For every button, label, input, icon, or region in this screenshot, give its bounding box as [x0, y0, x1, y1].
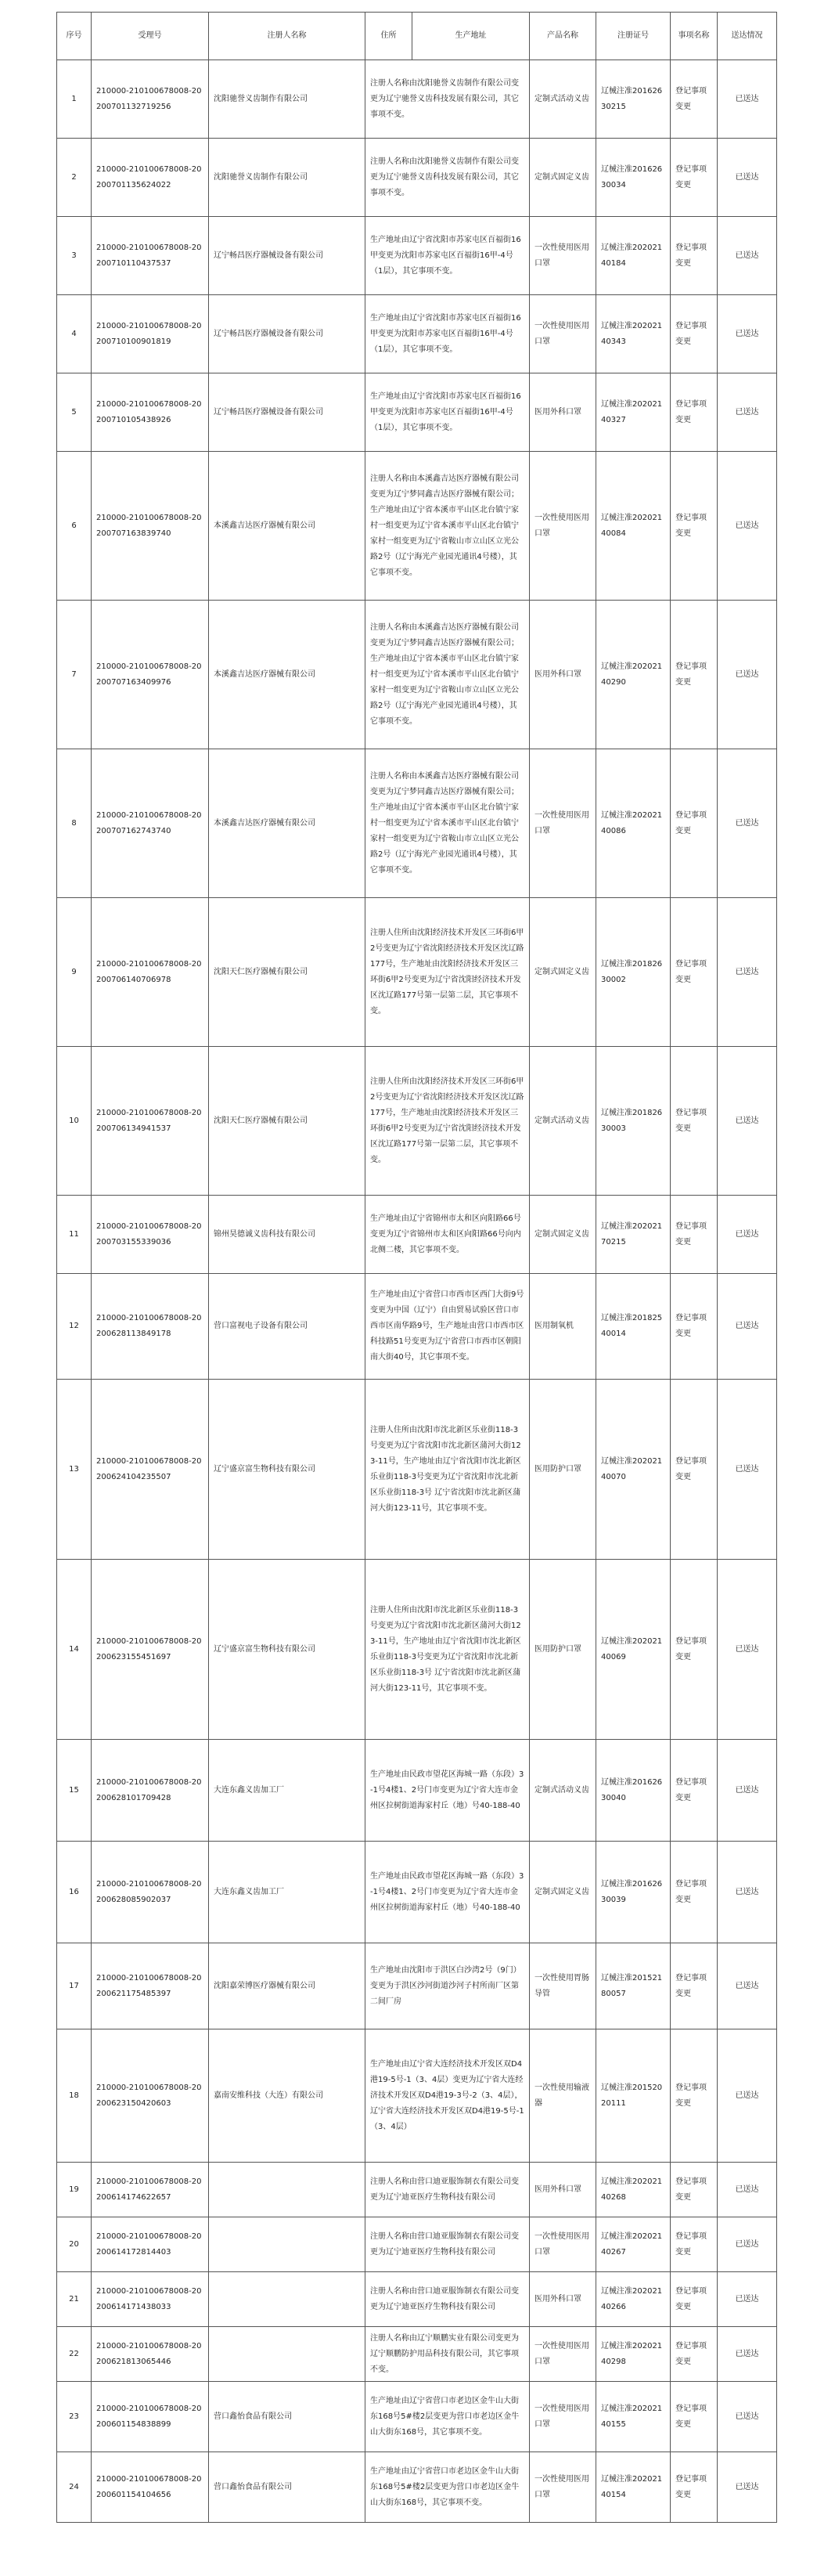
row-status: 已送达 [718, 373, 777, 452]
row-cert: 辽械注准20182540014 [596, 1274, 671, 1380]
row-cert: 辽械注准20182630003 [596, 1047, 671, 1196]
row-item: 登记事项变更 [671, 2029, 718, 2163]
row-status: 已送达 [718, 749, 777, 898]
row-cert: 辽械注准20202140268 [596, 2163, 671, 2217]
row-change-detail: 生产地址由辽宁省大连经济技术开发区双D4港19-5号-1（3、4层）变更为辽宁省大连经济技术开发区双D4港19-3号-2（3、4层），辽宁省大连经济技术开发区双D4港19-5号-1（3、4层） [365, 2029, 530, 2163]
row-product: 一次性使用医用口罩 [530, 749, 596, 898]
row-accept-no: 210000-210100678008-20200710110437537 [92, 217, 209, 295]
row-change-detail: 注册人住所由沈阳经济技术开发区三环街6甲2号变更为辽宁省沈阳经济技术开发区沈辽路177号，生产地址由沈阳经济技术开发区三环街6甲2号变更为辽宁省沈阳经济技术开发区沈辽路177号第一层第二层，其它事项不变。 [365, 1047, 530, 1196]
header-item: 事项名称 [671, 13, 718, 60]
row-registrant: 本溪鑫吉达医疗器械有限公司 [209, 749, 365, 898]
row-item: 登记事项变更 [671, 1047, 718, 1196]
header-address: 住所 [365, 13, 412, 60]
row-accept-no: 210000-210100678008-20200628085902037 [92, 1842, 209, 1943]
row-item: 登记事项变更 [671, 2272, 718, 2327]
row-status: 已送达 [718, 898, 777, 1047]
row-registrant: 营口富视电子设备有限公司 [209, 1274, 365, 1380]
row-status: 已送达 [718, 1047, 777, 1196]
row-no: 10 [57, 1047, 92, 1196]
row-registrant: 本溪鑫吉达医疗器械有限公司 [209, 601, 365, 749]
table-row [57, 898, 777, 1047]
row-no: 7 [57, 601, 92, 749]
row-change-detail: 生产地址由辽宁省营口市老边区金牛山大街东168号5#楼2层变更为营口市老边区金牛山大街东168号，其它事项不变。 [365, 2452, 530, 2523]
row-registrant: 营口鑫怡食品有限公司 [209, 2452, 365, 2523]
table-row [57, 2217, 777, 2272]
row-change-detail: 生产地址由辽宁省沈阳市苏家屯区百福街16甲变更为沈阳市苏家屯区百福街16甲-4号（1层），其它事项不变。 [365, 373, 530, 452]
row-status: 已送达 [718, 452, 777, 601]
row-no: 14 [57, 1560, 92, 1740]
header-cert: 注册证号 [596, 13, 671, 60]
row-item: 登记事项变更 [671, 1380, 718, 1560]
row-status: 已送达 [718, 1274, 777, 1380]
row-no: 1 [57, 60, 92, 139]
row-change-detail: 注册人名称由营口迪亚服饰制衣有限公司变更为辽宁迪亚医疗生物科技有限公司 [365, 2272, 530, 2327]
row-item: 登记事项变更 [671, 2382, 718, 2452]
row-accept-no: 210000-210100678008-20200614171438033 [92, 2272, 209, 2327]
row-product: 一次性使用医用口罩 [530, 295, 596, 373]
row-change-detail: 生产地址由民政市望花区海城一路（东段）3-1号4楼1、2号门市变更为辽宁省大连市金州区拉树街道海家村丘（地）号40-188-40 [365, 1740, 530, 1842]
row-registrant: 大连东鑫义齿加工厂 [209, 1740, 365, 1842]
table-row [57, 2272, 777, 2327]
row-registrant: 沈阳天仁医疗器械有限公司 [209, 1047, 365, 1196]
table-row [57, 1196, 777, 1274]
table-row [57, 749, 777, 898]
table-row [57, 452, 777, 601]
table-row [57, 601, 777, 749]
row-no: 4 [57, 295, 92, 373]
table-row [57, 1274, 777, 1380]
row-product: 医用防护口罩 [530, 1560, 596, 1740]
row-status: 已送达 [718, 2217, 777, 2272]
row-no: 18 [57, 2029, 92, 2163]
row-accept-no: 210000-210100678008-20200601154104656 [92, 2452, 209, 2523]
row-accept-no: 210000-210100678008-20200621175485397 [92, 1943, 209, 2029]
row-no: 8 [57, 749, 92, 898]
row-item: 登记事项变更 [671, 1196, 718, 1274]
row-cert: 辽械注准20202140343 [596, 295, 671, 373]
row-no: 3 [57, 217, 92, 295]
row-status: 已送达 [718, 217, 777, 295]
row-change-detail: 注册人名称由营口迪亚服饰制衣有限公司变更为辽宁迪亚医疗生物科技有限公司 [365, 2163, 530, 2217]
row-change-detail: 生产地址由辽宁省锦州市太和区向阳路66号变更为辽宁省锦州市太和区向阳路66号向内北侧二楼，其它事项不变。 [365, 1196, 530, 1274]
header-registrant: 注册人名称 [209, 13, 365, 60]
row-item: 登记事项变更 [671, 60, 718, 139]
row-product: 定制式活动义齿 [530, 1740, 596, 1842]
row-status: 已送达 [718, 2163, 777, 2217]
row-registrant: 辽宁盛京富生物科技有限公司 [209, 1560, 365, 1740]
row-cert: 辽械注准20202140298 [596, 2327, 671, 2382]
row-accept-no: 210000-210100678008-20200710105438926 [92, 373, 209, 452]
row-product: 一次性使用医用口罩 [530, 217, 596, 295]
row-item: 登记事项变更 [671, 2217, 718, 2272]
row-no: 23 [57, 2382, 92, 2452]
row-no: 9 [57, 898, 92, 1047]
row-status: 已送达 [718, 1196, 777, 1274]
row-change-detail: 生产地址由沈阳市于洪区白沙湾2号（9门）变更为于洪区沙河街道沙河子村所南厂区第二间厂房 [365, 1943, 530, 2029]
row-product: 定制式活动义齿 [530, 1047, 596, 1196]
row-status: 已送达 [718, 295, 777, 373]
row-accept-no: 210000-210100678008-20200601154838899 [92, 2382, 209, 2452]
row-item: 登记事项变更 [671, 1842, 718, 1943]
row-no: 19 [57, 2163, 92, 2217]
row-product: 医用制氧机 [530, 1274, 596, 1380]
row-no: 16 [57, 1842, 92, 1943]
row-no: 20 [57, 2217, 92, 2272]
row-registrant: 本溪鑫吉达医疗器械有限公司 [209, 452, 365, 601]
row-item: 登记事项变更 [671, 749, 718, 898]
row-cert: 辽械注准20182630002 [596, 898, 671, 1047]
row-accept-no: 210000-210100678008-20200623150420603 [92, 2029, 209, 2163]
table-row [57, 2382, 777, 2452]
row-accept-no: 210000-210100678008-20200707163839740 [92, 452, 209, 601]
row-registrant [209, 2163, 365, 2217]
row-change-detail: 生产地址由辽宁省营口市老边区金牛山大街东168号5#楼2层变更为营口市老边区金牛山大街东168号，其它事项不变。 [365, 2382, 530, 2452]
row-cert: 辽械注准20202140266 [596, 2272, 671, 2327]
row-product: 一次性使用医用口罩 [530, 2382, 596, 2452]
row-status: 已送达 [718, 139, 777, 217]
header-product: 产品名称 [530, 13, 596, 60]
row-change-detail: 注册人名称由辽宁顺鹏实业有限公司变更为辽宁顺鹏防护用品科技有限公司，其它事项不变。 [365, 2327, 530, 2382]
row-status: 已送达 [718, 2327, 777, 2382]
header-production-address: 生产地址 [412, 13, 530, 60]
table-row [57, 373, 777, 452]
row-no: 17 [57, 1943, 92, 2029]
row-cert: 辽械注准20202140290 [596, 601, 671, 749]
registration-change-table [56, 12, 777, 2523]
row-change-detail: 生产地址由辽宁省沈阳市苏家屯区百福街16甲变更为沈阳市苏家屯区百福街16甲-4号（1层），其它事项不变。 [365, 217, 530, 295]
row-cert: 辽械注准20202140086 [596, 749, 671, 898]
row-change-detail: 注册人名称由营口迪亚服饰制衣有限公司变更为辽宁迪亚医疗生物科技有限公司 [365, 2217, 530, 2272]
table-row [57, 1560, 777, 1740]
table-row [57, 2327, 777, 2382]
row-status: 已送达 [718, 2452, 777, 2523]
row-no: 24 [57, 2452, 92, 2523]
row-no: 12 [57, 1274, 92, 1380]
row-registrant: 嘉南安维科技（大连）有限公司 [209, 2029, 365, 2163]
row-item: 登记事项变更 [671, 295, 718, 373]
row-accept-no: 210000-210100678008-20200614172814403 [92, 2217, 209, 2272]
header-no: 序号 [57, 13, 92, 60]
row-accept-no: 210000-210100678008-20200706134941537 [92, 1047, 209, 1196]
row-registrant: 锦州昊德诚义齿科技有限公司 [209, 1196, 365, 1274]
row-product: 一次性使用医用口罩 [530, 2217, 596, 2272]
row-cert: 辽械注准20162630215 [596, 60, 671, 139]
row-accept-no: 210000-210100678008-20200628101709428 [92, 1740, 209, 1842]
row-accept-no: 210000-210100678008-20200703155339036 [92, 1196, 209, 1274]
row-product: 定制式固定义齿 [530, 1842, 596, 1943]
row-registrant: 辽宁畅昌医疗器械设备有限公司 [209, 373, 365, 452]
row-no: 11 [57, 1196, 92, 1274]
row-item: 登记事项变更 [671, 2327, 718, 2382]
row-cert: 辽械注准20202140267 [596, 2217, 671, 2272]
table-row [57, 295, 777, 373]
row-product: 医用外科口罩 [530, 2163, 596, 2217]
row-status: 已送达 [718, 2272, 777, 2327]
row-status: 已送达 [718, 1943, 777, 2029]
row-registrant: 沈阳驰誉义齿制作有限公司 [209, 139, 365, 217]
row-change-detail: 注册人住所由沈阳经济技术开发区三环街6甲2号变更为辽宁省沈阳经济技术开发区沈辽路177号，生产地址由沈阳经济技术开发区三环街6甲2号变更为辽宁省沈阳经济技术开发区沈辽路177号第一层第二层，其它事项不变。 [365, 898, 530, 1047]
table-row [57, 2452, 777, 2523]
row-accept-no: 210000-210100678008-20200628113849178 [92, 1274, 209, 1380]
row-cert: 辽械注准20202170215 [596, 1196, 671, 1274]
row-no: 2 [57, 139, 92, 217]
table-row [57, 217, 777, 295]
row-item: 登记事项变更 [671, 1740, 718, 1842]
row-accept-no: 210000-210100678008-20200710100901819 [92, 295, 209, 373]
row-change-detail: 生产地址由民政市望花区海城一路（东段）3-1号4楼1、2号门市变更为辽宁省大连市金州区拉树街道海家村丘（地）号40-188-40 [365, 1842, 530, 1943]
row-accept-no: 210000-210100678008-20200624104235507 [92, 1380, 209, 1560]
row-product: 定制式固定义齿 [530, 898, 596, 1047]
row-status: 已送达 [718, 1842, 777, 1943]
row-registrant: 沈阳驰誉义齿制作有限公司 [209, 60, 365, 139]
row-status: 已送达 [718, 1560, 777, 1740]
row-cert: 辽械注准20152020111 [596, 2029, 671, 2163]
row-product: 一次性使用输液器 [530, 2029, 596, 2163]
row-accept-no: 210000-210100678008-20200707162743740 [92, 749, 209, 898]
row-registrant [209, 2217, 365, 2272]
table-header-row [57, 13, 777, 60]
row-cert: 辽械注准20202140069 [596, 1560, 671, 1740]
row-product: 一次性使用胃肠导管 [530, 1943, 596, 2029]
row-item: 登记事项变更 [671, 2163, 718, 2217]
row-change-detail: 注册人名称由沈阳驰誉义齿制作有限公司变更为辽宁驰誉义齿科技发展有限公司，其它事项不变。 [365, 60, 530, 139]
row-accept-no: 210000-210100678008-20200623155451697 [92, 1560, 209, 1740]
row-item: 登记事项变更 [671, 601, 718, 749]
row-cert: 辽械注准20162630034 [596, 139, 671, 217]
row-registrant [209, 2327, 365, 2382]
row-product: 医用外科口罩 [530, 601, 596, 749]
row-registrant: 沈阳天仁医疗器械有限公司 [209, 898, 365, 1047]
row-change-detail: 注册人名称由本溪鑫吉达医疗器械有限公司变更为辽宁梦同鑫吉达医疗器械有限公司；生产地址由辽宁省本溪市平山区北台镇宁家村一组变更为辽宁省本溪市平山区北台镇宁家村一组变更为辽宁省鞍山市立山区立光公路2号（辽宁海光产业园光通讯4号楼），其它事项不变。 [365, 749, 530, 898]
row-status: 已送达 [718, 2029, 777, 2163]
row-item: 登记事项变更 [671, 373, 718, 452]
row-accept-no: 210000-210100678008-20200614174622657 [92, 2163, 209, 2217]
table-row [57, 2029, 777, 2163]
row-no: 6 [57, 452, 92, 601]
table-row [57, 1740, 777, 1842]
row-change-detail: 注册人名称由本溪鑫吉达医疗器械有限公司变更为辽宁梦同鑫吉达医疗器械有限公司；生产地址由辽宁省本溪市平山区北台镇宁家村一组变更为辽宁省本溪市平山区北台镇宁家村一组变更为辽宁省鞍山市立山区立光公路2号（辽宁海光产业园光通讯4号楼），其它事项不变。 [365, 452, 530, 601]
table-row [57, 2163, 777, 2217]
row-product: 医用外科口罩 [530, 373, 596, 452]
row-cert: 辽械注准20202140155 [596, 2382, 671, 2452]
table-row [57, 1380, 777, 1560]
row-registrant: 大连东鑫义齿加工厂 [209, 1842, 365, 1943]
row-product: 一次性使用医用口罩 [530, 452, 596, 601]
row-product: 定制式活动义齿 [530, 60, 596, 139]
row-registrant: 辽宁盛京富生物科技有限公司 [209, 1380, 365, 1560]
row-registrant: 辽宁畅昌医疗器械设备有限公司 [209, 217, 365, 295]
row-product: 医用外科口罩 [530, 2272, 596, 2327]
row-cert: 辽械注准20202140154 [596, 2452, 671, 2523]
row-no: 21 [57, 2272, 92, 2327]
header-accept-no: 受理号 [92, 13, 209, 60]
table-row [57, 1047, 777, 1196]
row-no: 22 [57, 2327, 92, 2382]
row-cert: 辽械注准20202140184 [596, 217, 671, 295]
row-product: 定制式固定义齿 [530, 139, 596, 217]
row-accept-no: 210000-210100678008-20200621813065446 [92, 2327, 209, 2382]
row-accept-no: 210000-210100678008-20200706140706978 [92, 898, 209, 1047]
row-no: 15 [57, 1740, 92, 1842]
row-registrant: 营口鑫怡食品有限公司 [209, 2382, 365, 2452]
row-change-detail: 注册人住所由沈阳市沈北新区乐业街118-3号变更为辽宁省沈阳市沈北新区蒲河大街123-11号，生产地址由辽宁省沈阳市沈北新区乐业街118-3号变更为辽宁省沈阳市沈北新区乐业街118-3号 辽宁省沈阳市沈北新区蒲河大街123-11号，其它事项不变。 [365, 1560, 530, 1740]
row-item: 登记事项变更 [671, 1560, 718, 1740]
row-registrant [209, 2272, 365, 2327]
table-row [57, 1842, 777, 1943]
row-product: 定制式固定义齿 [530, 1196, 596, 1274]
row-change-detail: 生产地址由辽宁省营口市西市区西门大街9号变更为中国（辽宁）自由贸易试验区营口市西市区南华路9号，生产地址由营口市西市区科技路51号变更为辽宁省营口市西市区朝阳南大街40号，其它事项不变。 [365, 1274, 530, 1380]
row-status: 已送达 [718, 2382, 777, 2452]
row-no: 13 [57, 1380, 92, 1560]
row-item: 登记事项变更 [671, 1274, 718, 1380]
row-item: 登记事项变更 [671, 898, 718, 1047]
row-item: 登记事项变更 [671, 1943, 718, 2029]
row-accept-no: 210000-210100678008-20200701132719256 [92, 60, 209, 139]
header-status: 送达情况 [718, 13, 777, 60]
row-item: 登记事项变更 [671, 452, 718, 601]
row-cert: 辽械注准20162630040 [596, 1740, 671, 1842]
row-change-detail: 生产地址由辽宁省沈阳市苏家屯区百福街16甲变更为沈阳市苏家屯区百福街16甲-4号（1层），其它事项不变。 [365, 295, 530, 373]
row-cert: 辽械注准20152180057 [596, 1943, 671, 2029]
row-product: 一次性使用医用口罩 [530, 2327, 596, 2382]
row-cert: 辽械注准20162630039 [596, 1842, 671, 1943]
table-row [57, 139, 777, 217]
row-registrant: 沈阳嘉荣博医疗器械有限公司 [209, 1943, 365, 2029]
row-item: 登记事项变更 [671, 217, 718, 295]
row-item: 登记事项变更 [671, 2452, 718, 2523]
table-row [57, 60, 777, 139]
row-status: 已送达 [718, 1380, 777, 1560]
row-cert: 辽械注准20202140070 [596, 1380, 671, 1560]
row-status: 已送达 [718, 1740, 777, 1842]
row-cert: 辽械注准20202140327 [596, 373, 671, 452]
row-accept-no: 210000-210100678008-20200701135624022 [92, 139, 209, 217]
row-status: 已送达 [718, 601, 777, 749]
row-change-detail: 注册人名称由沈阳驰誉义齿制作有限公司变更为辽宁驰誉义齿科技发展有限公司，其它事项不变。 [365, 139, 530, 217]
row-accept-no: 210000-210100678008-20200707163409976 [92, 601, 209, 749]
row-product: 一次性使用医用口罩 [530, 2452, 596, 2523]
row-change-detail: 注册人住所由沈阳市沈北新区乐业街118-3号变更为辽宁省沈阳市沈北新区蒲河大街123-11号，生产地址由辽宁省沈阳市沈北新区乐业街118-3号变更为辽宁省沈阳市沈北新区乐业街118-3号 辽宁省沈阳市沈北新区蒲河大街123-11号，其它事项不变。 [365, 1380, 530, 1560]
row-cert: 辽械注准20202140084 [596, 452, 671, 601]
row-item: 登记事项变更 [671, 139, 718, 217]
row-product: 医用防护口罩 [530, 1380, 596, 1560]
row-registrant: 辽宁畅昌医疗器械设备有限公司 [209, 295, 365, 373]
row-change-detail: 注册人名称由本溪鑫吉达医疗器械有限公司变更为辽宁梦同鑫吉达医疗器械有限公司；生产地址由辽宁省本溪市平山区北台镇宁家村一组变更为辽宁省本溪市平山区北台镇宁家村一组变更为辽宁省鞍山市立山区立光公路2号（辽宁海光产业园光通讯4号楼），其它事项不变。 [365, 601, 530, 749]
row-no: 5 [57, 373, 92, 452]
row-status: 已送达 [718, 60, 777, 139]
table-row [57, 1943, 777, 2029]
